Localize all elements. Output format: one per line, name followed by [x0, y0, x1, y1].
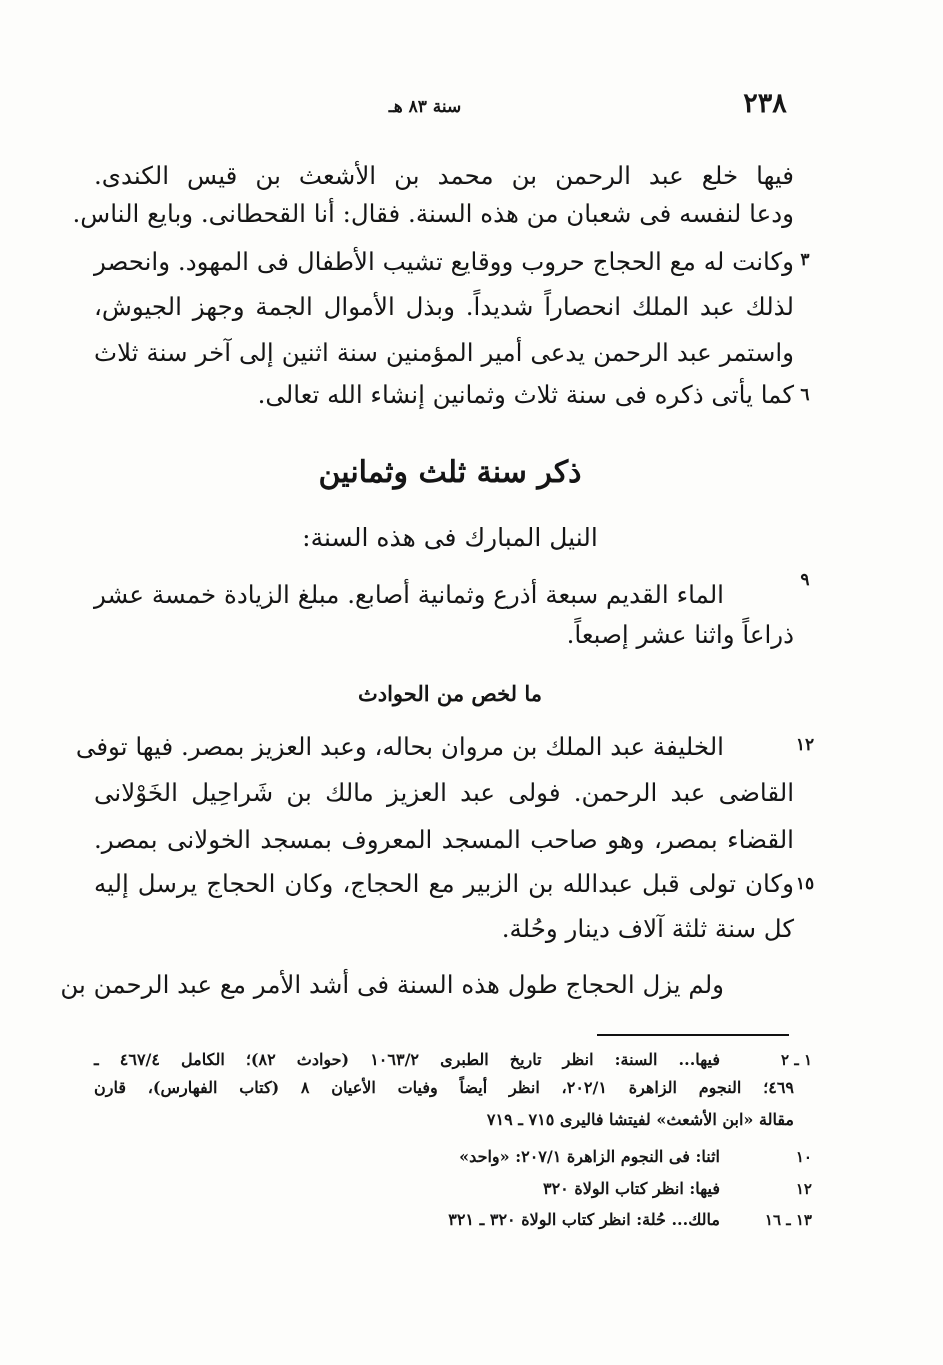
body-line: فيها خلع عبد الرحمن بن محمد بن الأشعث بن قيس الكندى. [94, 161, 794, 190]
events-line: الخليفة عبد الملك بن مروان بحاله، وعبد العزيز بمصر. فيها توفى [75, 732, 724, 761]
events-line: ولم يزل الحجاج طول هذه السنة فى أشد الأمر مع عبد الرحمن بن [60, 970, 724, 999]
footnote-line: فيها: انظر كتاب الولاة ٣٢٠ [542, 1179, 720, 1198]
line-number: ١٥ [795, 874, 815, 894]
events-line: القاضى عبد الرحمن. فولى عبد العزيز مالك بن شَراحِيل الخَوْلانى [94, 778, 794, 807]
line-number: ٦ [800, 385, 810, 405]
line-number: ١٢ [795, 735, 815, 755]
running-title: سنة ٨٣ هـ [388, 97, 462, 117]
footnote-line: فيها... السنة: انظر تاريخ الطبرى ١٠٦٣/٢ (حوادث ٨٢)؛ الكامل ٤٦٧/٤ ـ [94, 1050, 720, 1069]
line-number: ٣ [800, 250, 810, 270]
body-line: واستمر عبد الرحمن يدعى أمير المؤمنين سنة اثنين إلى آخر سنة ثلاث [94, 338, 794, 367]
line-number: ٩ [800, 570, 810, 590]
page-number: ٢٣٨ [743, 88, 787, 119]
footnote-rule [597, 1034, 789, 1036]
footnote-number: ١٣ ـ ١٦ [764, 1211, 812, 1229]
footnote-line: مالك... حُلة: انظر كتاب الولاة ٣٢٠ ـ ٣٢١ [448, 1210, 720, 1229]
footnote-number: ١ ـ ٢ [781, 1051, 812, 1069]
events-line: وكان تولى قبل عبدالله بن الزبير مع الحجاج، وكان الحجاج يرسل إليه [94, 869, 794, 898]
footnote-line: اثنا: فى النجوم الزاهرة ٢٠٧/١: «واحد» [459, 1147, 720, 1166]
section-heading: ذكر سنة ثلث وثمانين [318, 455, 582, 490]
events-heading: ما لخص من الحوادث [357, 681, 543, 706]
events-line: القضاء بمصر، وهو صاحب المسجد المعروف بمسجد الخولانى بمصر. [94, 825, 794, 854]
footnote-line: مقالة «ابن الأشعث» لفيتشا فاليرى ٧١٥ ـ ٧١٩ [486, 1110, 794, 1129]
nile-heading: النيل المبارك فى هذه السنة: [302, 523, 598, 552]
body-line: ودعا لنفسه فى شعبان من هذه السنة. فقال: أنا القحطانى. وبايع الناس. [72, 199, 794, 228]
body-line: لذلك عبد الملك انحصاراً شديداً. وبذل الأموال الجمة وجهز الجيوش، [94, 292, 794, 321]
events-line: كل سنة ثلثة آلاف دينار وحُلة. [501, 914, 794, 943]
nile-line: الماء القديم سبعة أذرع وثمانية أصابع. مبلغ الزيادة خمسة عشر [94, 580, 724, 609]
body-line: كما يأتى ذكره فى سنة ثلاث وثمانين إنشاء الله تعالى. [257, 380, 794, 409]
footnote-number: ١٠ [795, 1148, 812, 1166]
nile-line: ذراعاً واثنا عشر إصبعاً. [566, 620, 794, 649]
footnote-line: ٤٦٩؛ النجوم الزاهرة ٢٠٢/١، انظر أيضاً وفيات الأعيان ٨ (كتاب الفهارس)، قارن [94, 1078, 795, 1097]
footnote-number: ١٢ [795, 1180, 812, 1198]
body-line: وكانت له مع الحجاج حروب ووقايع تشيب الأطفال فى المهود. وانحصر [94, 247, 794, 276]
